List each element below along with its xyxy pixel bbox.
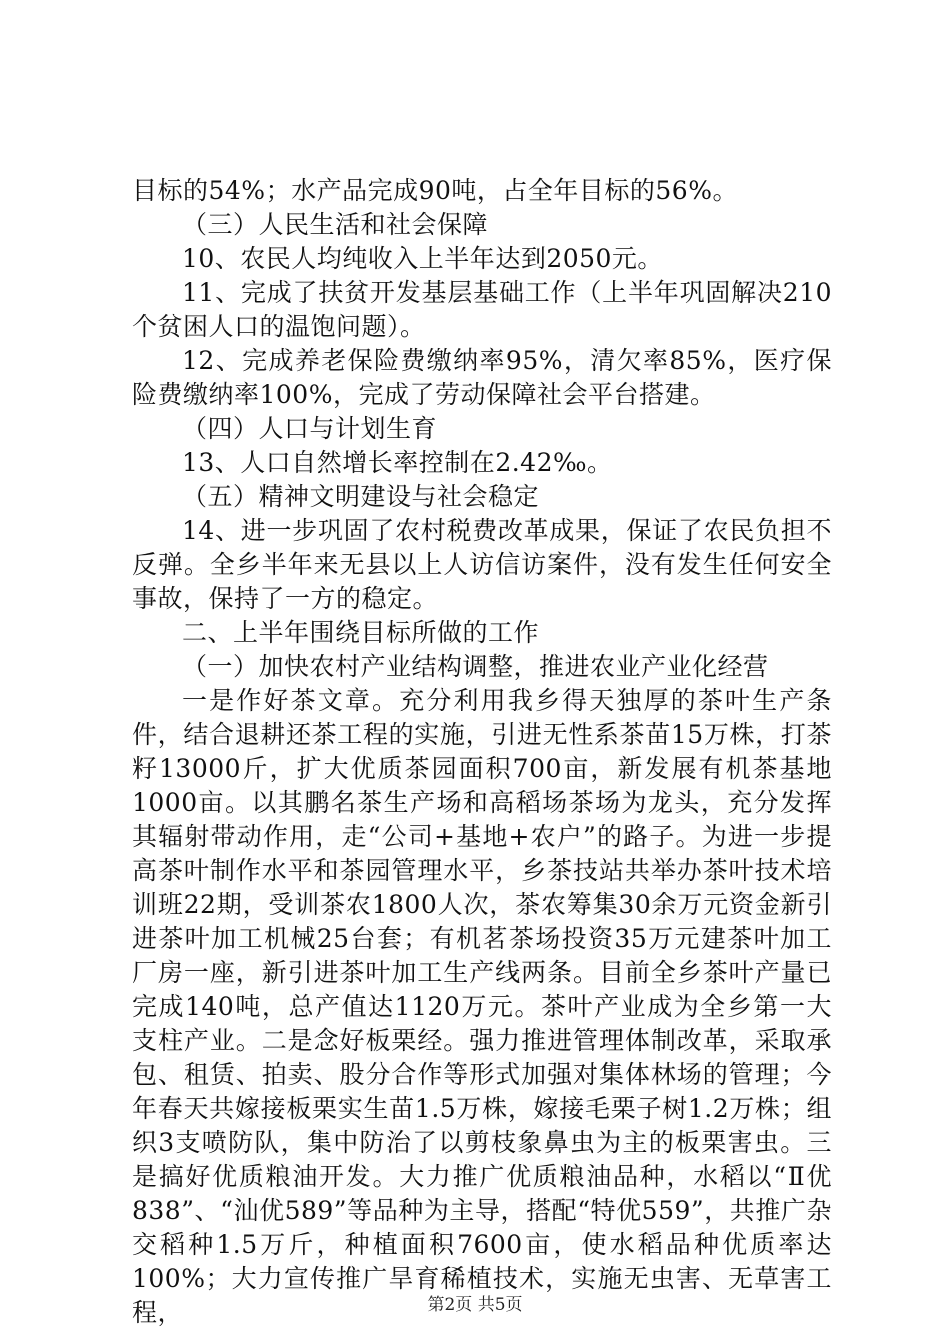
paragraph-continuation: 目标的54%；水产品完成90吨，占全年目标的56%。 [132,176,738,205]
section-heading-people-livelihood: （三）人民生活和社会保障 [182,210,489,239]
section-heading-work-done: 二、上半年围绕目标所做的工作 [182,618,540,647]
paragraph-item-14: 14、进一步巩固了农村税费改革成果，保证了农民负担不反弹。全乡半年来无县以上人访信访案件，没有发生任何安全事故，保持了一方的稳定。 [132,516,832,613]
subsection-heading-industry: （一）加快农村产业结构调整，推进农业产业化经营 [182,652,769,681]
section-heading-population: （四）人口与计划生育 [182,414,438,443]
page-footer: 第2页 共5页 [427,1295,523,1315]
paragraph-item-12: 12、完成养老保险费缴纳率95%，清欠率85%，医疗保险费缴纳率100%，完成了劳动保障社会平台搭建。 [132,346,832,409]
paragraph-item-10: 10、农民人均纯收入上半年达到2050元。 [182,244,663,273]
paragraph-item-11: 11、完成了扶贫开发基层基础工作（上半年巩固解决210个贫困人口的温饱问题）。 [132,278,832,341]
paragraph-tea-chestnut-grain: 一是作好茶文章。充分利用我乡得天独厚的茶叶生产条件，结合退耕还茶工程的实施，引进无性系茶苗15万株，打茶籽13000斤，扩大优质茶园面积700亩，新发展有机茶基地1000亩。以其鹏名茶生产场和高稻场茶场为龙头，充分发挥其辐射带动作用，走“公司+基地+农户”的路子。为进一步提高茶叶制作水平和茶园管理水平，乡茶技站共举办茶叶技术培训班22期，受训茶农1800人次，茶农筹集30余万元资金新引进茶叶加工机械25台套；有机茗茶场投资35万元建茶叶加工厂房一座，新引进茶叶加工生产线两条。目前全乡茶叶产量已完成140吨，总产值达1120万元。茶叶产业成为全乡第一大支柱产业。二是念好板栗经。强力推进管理体制改革，采取承包、租赁、拍卖、股分合作等形式加强对集体林场的管理；今年春天共嫁接板栗实生苗1.5万株，嫁接毛栗子树1.2万株；组织3支喷防队，集中防治了以剪枝象鼻虫为主的板栗害虫。三是搞好优质粮油开发。大力推广优质粮油品种，水稻以“Ⅱ优838”、“汕优589”等品种为主导，搭配“特优559”，共推广杂交稻种1.5万斤，种植面积7600亩，使水稻品种优质率达100%；大力宣传推广旱育稀植技术，实施无虫害、无草害工程， [132,686,832,1327]
paragraph-item-13: 13、人口自然增长率控制在2.42‰。 [182,448,613,477]
document-body [132,174,832,1330]
section-heading-civilization: （五）精神文明建设与社会稳定 [182,482,540,511]
